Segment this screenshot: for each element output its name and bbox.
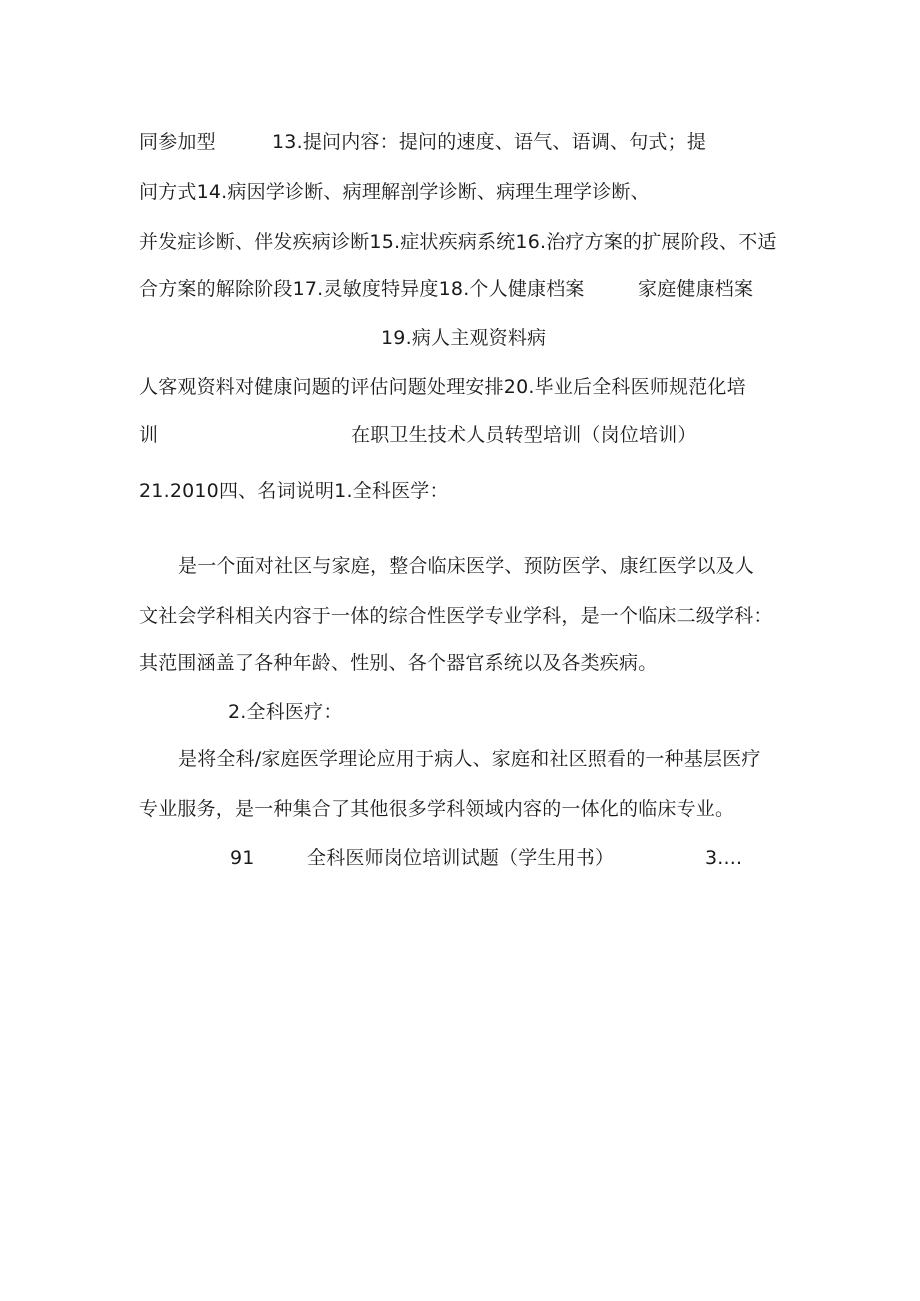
text-line-8 xyxy=(139,478,839,504)
text-line-4 xyxy=(139,276,839,302)
page-footer xyxy=(230,845,790,871)
text-segment: 问方式14.病因学诊断、病理解剖学诊断、病理生理学诊断、 xyxy=(139,181,650,203)
text-segment: 合方案的解除阶段17.灵敏度特异度18.个人健康档案 xyxy=(139,278,585,300)
page-number: 91 xyxy=(230,847,255,869)
section-heading xyxy=(228,699,528,725)
text-line-1 xyxy=(139,129,839,155)
text-line-3 xyxy=(139,229,839,255)
book-title: 全科医师岗位培训试题（学生用书） xyxy=(307,847,615,869)
text-line-11 xyxy=(139,650,839,676)
text-line-13 xyxy=(178,746,878,772)
text-segment: 同参加型 xyxy=(139,131,216,153)
text-segment: 其范围涵盖了各种年龄、性别、各个器官系统以及各类疾病。 xyxy=(139,652,658,674)
text-segment: 是将全科/家庭医学理论应用于病人、家庭和社区照看的一种基层医疗 xyxy=(178,748,761,770)
text-segment: 2.全科医疗： xyxy=(228,701,343,723)
text-line-10 xyxy=(139,603,899,629)
text-segment: 13.提问内容：提问的速度、语气、语调、句式；提 xyxy=(272,131,707,153)
text-segment: 文社会学科相关内容于一体的综合性医学专业学科，是一个临床二级学科： xyxy=(139,605,773,627)
text-segment: 家庭健康档案 xyxy=(638,278,754,300)
text-segment: 训 xyxy=(139,424,159,446)
text-segment: 在职卫生技术人员转型培训（岗位培训） xyxy=(351,424,697,446)
text-line-2 xyxy=(139,179,839,205)
text-line-7 xyxy=(139,422,839,448)
text-segment: 并发症诊断、伴发疾病诊断15.症状疾病系统16.治疗方案的扩展阶段、不适 xyxy=(139,231,777,253)
text-line-5 xyxy=(381,325,681,351)
text-line-9 xyxy=(178,553,878,579)
text-segment: 人客观资料对健康问题的评估问题处理安排20.毕业后全科医师规范化培 xyxy=(139,376,746,398)
text-segment: 19.病人主观资料病 xyxy=(381,327,547,349)
text-line-14 xyxy=(139,796,839,822)
continuation-marker: 3.... xyxy=(705,847,743,869)
text-segment: 是一个面对社区与家庭，整合临床医学、预防医学、康红医学以及人 xyxy=(178,555,755,577)
text-line-6 xyxy=(139,374,839,400)
text-segment: 专业服务，是一种集合了其他很多学科领域内容的一体化的临床专业。 xyxy=(139,798,735,820)
text-segment: 21.2010四、名词说明1.全科医学： xyxy=(139,480,449,502)
